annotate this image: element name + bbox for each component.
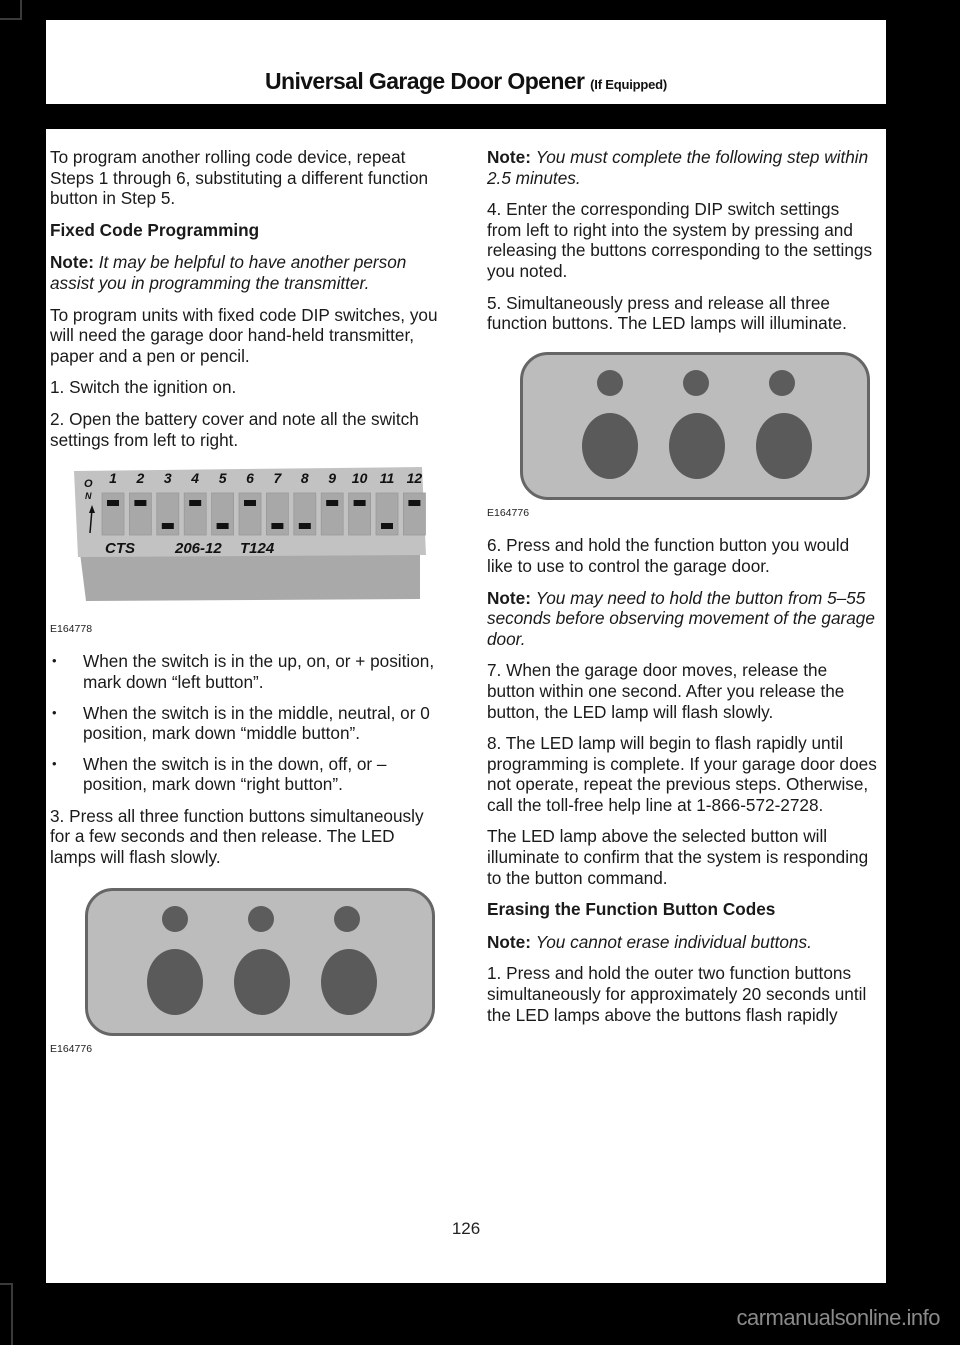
svg-text:CTS: CTS [105, 540, 135, 558]
svg-text:2: 2 [136, 470, 145, 487]
note-label: Note: [50, 252, 94, 273]
figure-caption: E164778 [50, 622, 93, 635]
left-column [50, 147, 440, 1071]
note-text: You must complete the following step within 2.5 minutes. [487, 147, 869, 188]
confirm-paragraph: The LED lamp above the selected button will illuminate to confirm that the system is responding to the button command. [487, 826, 869, 888]
function-button-right-icon [756, 413, 812, 479]
title-subtitle: (If Equipped) [590, 77, 667, 92]
keypad-illustration [520, 352, 870, 500]
keypad-figure [487, 352, 877, 524]
note-label: Note: [487, 587, 531, 608]
figure-caption: E164776 [50, 1042, 93, 1055]
led-lamp-left-icon [597, 370, 623, 396]
step-4: 4. Enter the corresponding DIP switch settings from left to right into the system by pressing and releasing the buttons corresponding to the settings you noted. [487, 199, 873, 281]
svg-text:5: 5 [218, 470, 227, 487]
crop-mark-top-left [0, 0, 22, 20]
keypad-illustration [85, 888, 435, 1036]
right-column [487, 147, 877, 1036]
led-lamp-left-icon [162, 906, 188, 932]
note-label: Note: [487, 931, 531, 952]
note-label: Note: [487, 147, 531, 167]
function-button-middle-icon [669, 413, 725, 479]
svg-text:8: 8 [300, 470, 309, 487]
svg-text:N: N [85, 491, 92, 502]
svg-text:3: 3 [163, 470, 172, 487]
svg-text:1: 1 [109, 470, 117, 487]
page-number: 126 [451, 1219, 481, 1238]
figure-caption: E164776 [487, 506, 530, 519]
step-6: 6. Press and hold the function button you would like to use to control the garage door. [487, 535, 850, 576]
step-8: 8. The LED lamp will begin to flash rapidly until programming is complete. If your garage door does not operate, repeat the previous steps. Otherwise, call the toll-free help line at 1-866-572-2728. [487, 733, 877, 815]
function-button-left-icon [582, 413, 638, 479]
note-text: It may be helpful to have another person assist you in programming the transmitter. [50, 252, 407, 293]
note-text: You cannot erase individual buttons. [535, 931, 812, 952]
svg-text:9: 9 [328, 470, 337, 487]
page-title [46, 68, 886, 95]
watermark: carmanualsonline.info [736, 1305, 940, 1330]
erase-step-1: 1. Press and hold the outer two function buttons simultaneously for approximately 20 seconds until the LED lamps above the buttons flash rapidly [487, 963, 867, 1025]
note-hold-duration [487, 588, 877, 650]
step-3: 3. Press all three function buttons simultaneously for a few seconds and then release. The LED lamps will flash slowly. [50, 805, 424, 868]
note-helper [50, 252, 440, 293]
keypad-figure [50, 888, 440, 1060]
led-lamp-right-icon [769, 370, 795, 396]
crop-mark-bottom-left [0, 1283, 13, 1345]
svg-text:6: 6 [246, 470, 254, 487]
dip-switch-figure [50, 461, 440, 639]
svg-text:12: 12 [406, 470, 423, 487]
svg-text:10: 10 [351, 470, 368, 487]
note-text: You may need to hold the button from 5–55 seconds before observing movement of the garage door. [487, 587, 875, 649]
led-lamp-middle-icon [248, 906, 274, 932]
fixed-code-paragraph: To program units with fixed code DIP switches, you will need the garage door hand-held transmitter, paper and a pen or pencil. [50, 304, 438, 366]
led-lamp-middle-icon [683, 370, 709, 396]
step-7: 7. When the garage door moves, release the button within one second. After you release the button, the LED lamp will flash slowly. [487, 660, 845, 722]
svg-text:7: 7 [273, 470, 282, 487]
bullet-up-position: • When the switch is in the up, on, or + position, mark down “left button”. [50, 651, 440, 692]
dip-switch-illustration [70, 461, 430, 611]
section-heading-fixed-code: Fixed Code Programming [50, 219, 260, 240]
section-heading-erasing: Erasing the Function Button Codes [487, 899, 776, 920]
bullet-middle-position: • When the switch is in the middle, neutral, or 0 position, mark down “middle button”. [50, 703, 440, 744]
led-lamp-right-icon [334, 906, 360, 932]
function-button-middle-icon [234, 949, 290, 1015]
svg-text:T124: T124 [240, 540, 275, 558]
function-button-left-icon [147, 949, 203, 1015]
step-5: 5. Simultaneously press and release all three function buttons. The LED lamps will illuminate. [487, 292, 847, 334]
step-2: 2. Open the battery cover and note all the switch settings from left to right. [50, 408, 419, 450]
intro-paragraph: To program another rolling code device, repeat Steps 1 through 6, substituting a different function button in Step 5. [50, 147, 429, 209]
note-time-limit [487, 147, 877, 188]
svg-text:O: O [84, 478, 93, 491]
svg-text:4: 4 [191, 470, 200, 487]
svg-text:206-12: 206-12 [175, 540, 222, 558]
title-text: Universal Garage Door Opener [264, 68, 585, 94]
bullet-down-position: • When the switch is in the down, off, or – position, mark down “right button”. [50, 754, 440, 795]
svg-text:11: 11 [379, 470, 395, 487]
note-erase [487, 932, 877, 953]
page-header [46, 20, 886, 104]
switch-position-list [50, 651, 440, 795]
step-1: 1. Switch the ignition on. [50, 377, 237, 398]
page-body [46, 129, 886, 1283]
function-button-right-icon [321, 949, 377, 1015]
